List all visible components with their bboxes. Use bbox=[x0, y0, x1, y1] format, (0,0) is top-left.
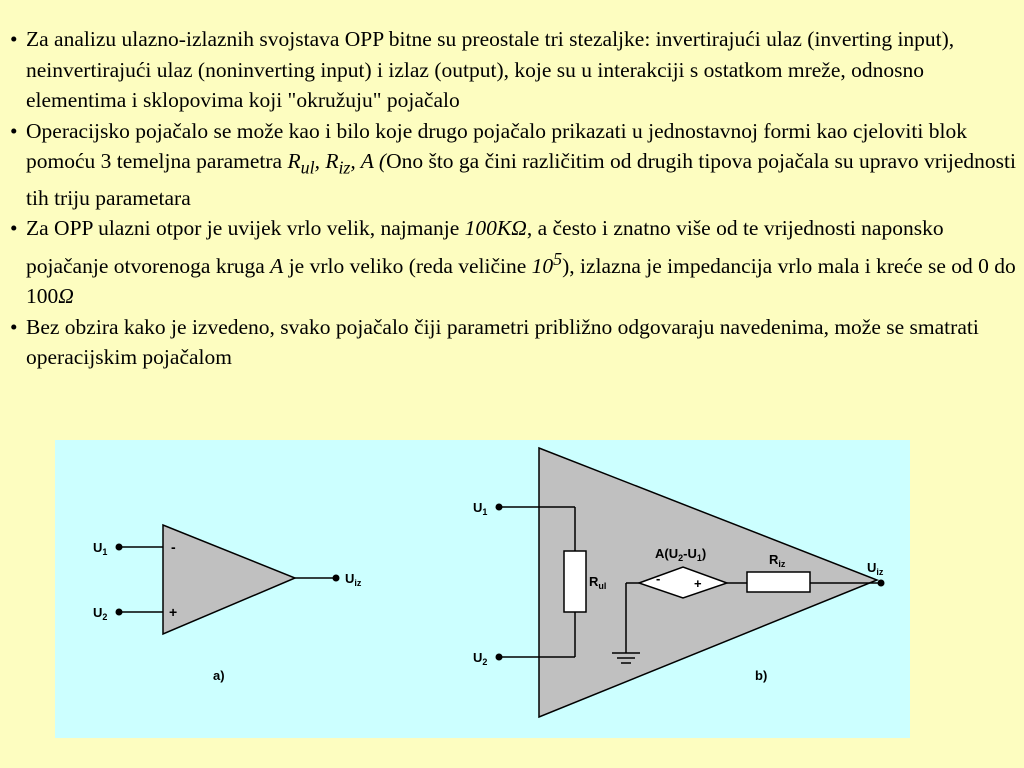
opamp-model bbox=[473, 448, 885, 717]
bullet-dot: • bbox=[10, 314, 18, 339]
source-label: $A(U_2-U_1)$ bbox=[655, 546, 707, 563]
bullet-item-2 bbox=[10, 116, 1020, 214]
bullet-text-1: Za analizu ulazno-izlaznih svojstava OPP bitne su preostale tri stezaljke: invertirajući ulaz (inverting input), neinvertirajući ulaz (noninverting input) i izlaz (output), koje su u interakciji s ostatkom mreže, odnosno elementima i sklopovima koji "okružuju" pojačalo bbox=[26, 27, 955, 112]
bullet-dot: • bbox=[10, 216, 18, 241]
bullet-text-3: Za OPP ulazni otpor je uvijek vrlo velik, najmanje 100KΩ, a često i znatno više od te vrijednosti naponsko pojačanje otvorenoga kruga A je vrlo veliko (reda veličine $10^5$), izlazna je impedancija vrlo mala i kreće se od 0 do 100Ω bbox=[26, 216, 1016, 309]
caption-a: a) bbox=[213, 668, 225, 683]
opamp-b-u1-terminal bbox=[496, 504, 503, 511]
rul-label: $R_{ul}$ bbox=[589, 574, 607, 591]
opamp-b-uiz-terminal bbox=[878, 580, 885, 587]
opamp-a-u1-label: $U_1$ bbox=[93, 540, 108, 557]
caption-b: b) bbox=[755, 668, 768, 683]
source-minus-sign: - bbox=[656, 571, 661, 586]
opamp-b-u1-label: $U_1$ bbox=[473, 500, 488, 517]
opamp-a-u2-label: $U_2$ bbox=[93, 605, 108, 622]
bullet-text-4: Bez obzira kako je izvedeno, svako pojačalo čiji parametri približno odgovaraju navedenima, može se smatrati operacijskim pojačalom bbox=[26, 314, 979, 370]
bullet-item-4 bbox=[10, 312, 1020, 373]
opamp-a-uiz-terminal bbox=[333, 575, 340, 582]
riz-label: $R_{iz}$ bbox=[769, 552, 786, 569]
opamp-a-minus-sign: - bbox=[171, 539, 176, 555]
opamp-b-uiz-label: $U_{iz}$ bbox=[867, 560, 884, 577]
bullet-item-1 bbox=[10, 24, 1020, 116]
opamp-b-u2-label: $U_2$ bbox=[473, 650, 488, 667]
riz-resistor bbox=[747, 572, 810, 592]
bullet-dot: • bbox=[10, 27, 18, 51]
opamp-a-uiz-label: $U_{iz}$ bbox=[345, 571, 362, 588]
opamp-simple bbox=[93, 525, 362, 683]
opamp-figure bbox=[55, 440, 910, 738]
opamp-b-u2-terminal bbox=[496, 654, 503, 661]
opamp-diagram bbox=[55, 440, 910, 738]
opamp-a-u2-terminal bbox=[116, 609, 123, 616]
bullet-item-3 bbox=[10, 213, 1020, 312]
bullet-text-2: Operacijsko pojačalo se može kao i bilo koje drugo pojačalo prikazati u jednostavnoj formi kao cjeloviti blok pomoću 3 temeljna parametra $R_{ul}$, $R_{iz}$, A (Ono što ga čini različitim od drugih tipova pojačala su upravo vrijednosti tih triju parametara bbox=[26, 118, 1016, 210]
opamp-a-u1-terminal bbox=[116, 544, 123, 551]
opamp-a-triangle bbox=[163, 525, 295, 634]
bullet-list bbox=[10, 24, 1020, 373]
bullet-dot: • bbox=[10, 118, 18, 143]
opamp-a-plus-sign: + bbox=[169, 604, 178, 620]
rul-resistor bbox=[564, 551, 586, 612]
source-plus-sign: + bbox=[694, 576, 702, 591]
